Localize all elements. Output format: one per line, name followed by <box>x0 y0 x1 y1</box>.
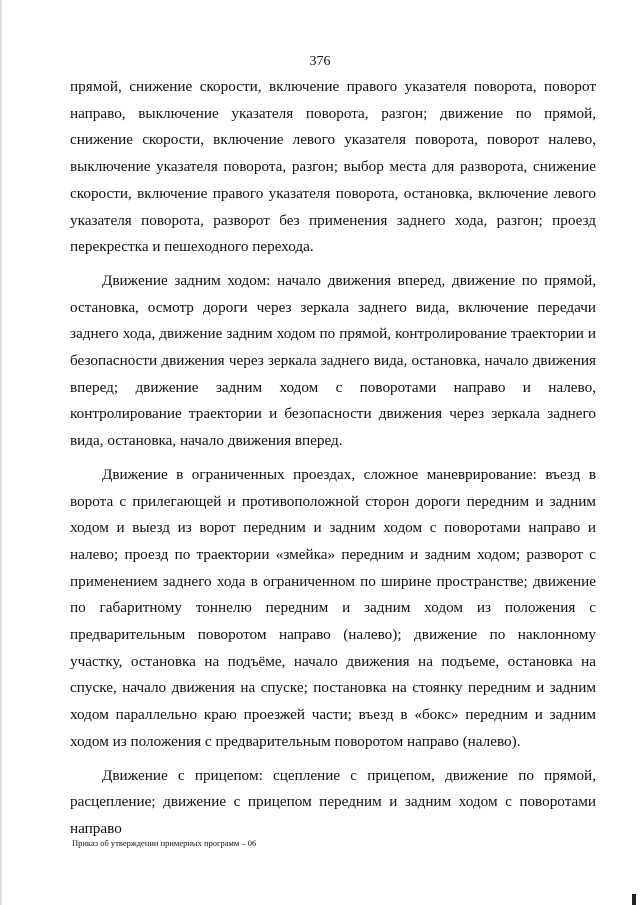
paragraph-reverse-driving: Движение задним ходом: начало движения вперед, движение по прямой, остановка, осмотр дороги через зеркала заднего вида, включение передачи заднего хода, движение задним ходом по прямой, контролирование траектории и безопасности движения через зеркала заднего вида, остановка, начало движения вперед; движение задним ходом с поворотами направо и налево, контролирование траектории и безопасности движения через зеркала заднего вида, остановка, начало движения вперед. <box>70 271 596 450</box>
page-footer: Приказ об утверждении примерных программ – 06 <box>72 838 257 848</box>
paragraph-restricted-passages: Движение в ограниченных проездах, сложное маневрирование: въезд в ворота с прилегающей и противоположной сторон дороги передним и задним ходом и выезд из ворот передним и задним ходом с поворотами направо и налево; проезд по траектории «змейка» передним и задним ходом; разворот с применением заднего хода в ограниченном по ширине пространстве; движение по габаритному тоннелю передним и задним ходом из положения с предварительным поворотом направо (налево); движение по наклонному участку, остановка на подъёме, начало движения на подъеме, остановка на спуске, начало движения на спуске; постановка на стоянку передним и задним ходом параллельно краю проезжей части; въезд в «бокс» передним и задним ходом из положения с предварительным поворотом направо (налево). <box>70 465 596 750</box>
body-text <box>70 74 596 850</box>
scan-mark <box>632 894 636 905</box>
scan-edge <box>0 0 2 905</box>
paragraph-continuation: прямой, снижение скорости, включение правого указателя поворота, поворот направо, выключение указателя поворота, разгон; движение по прямой, снижение скорости, включение левого указателя поворота, поворот налево, выключение указателя поворота, разгон; выбор места для разворота, снижение скорости, включение правого указателя поворота, остановка, включение левого указателя поворота, разворот без применения заднего хода, разгон; проезд перекрестка и пешеходного перехода. <box>70 78 596 256</box>
page-number: 376 <box>309 54 331 69</box>
paragraph-trailer-driving: Движение с прицепом: сцепление с прицепом, движение по прямой, расцепление; движение с прицепом передним и задним ходом с поворотами направо <box>70 766 596 837</box>
